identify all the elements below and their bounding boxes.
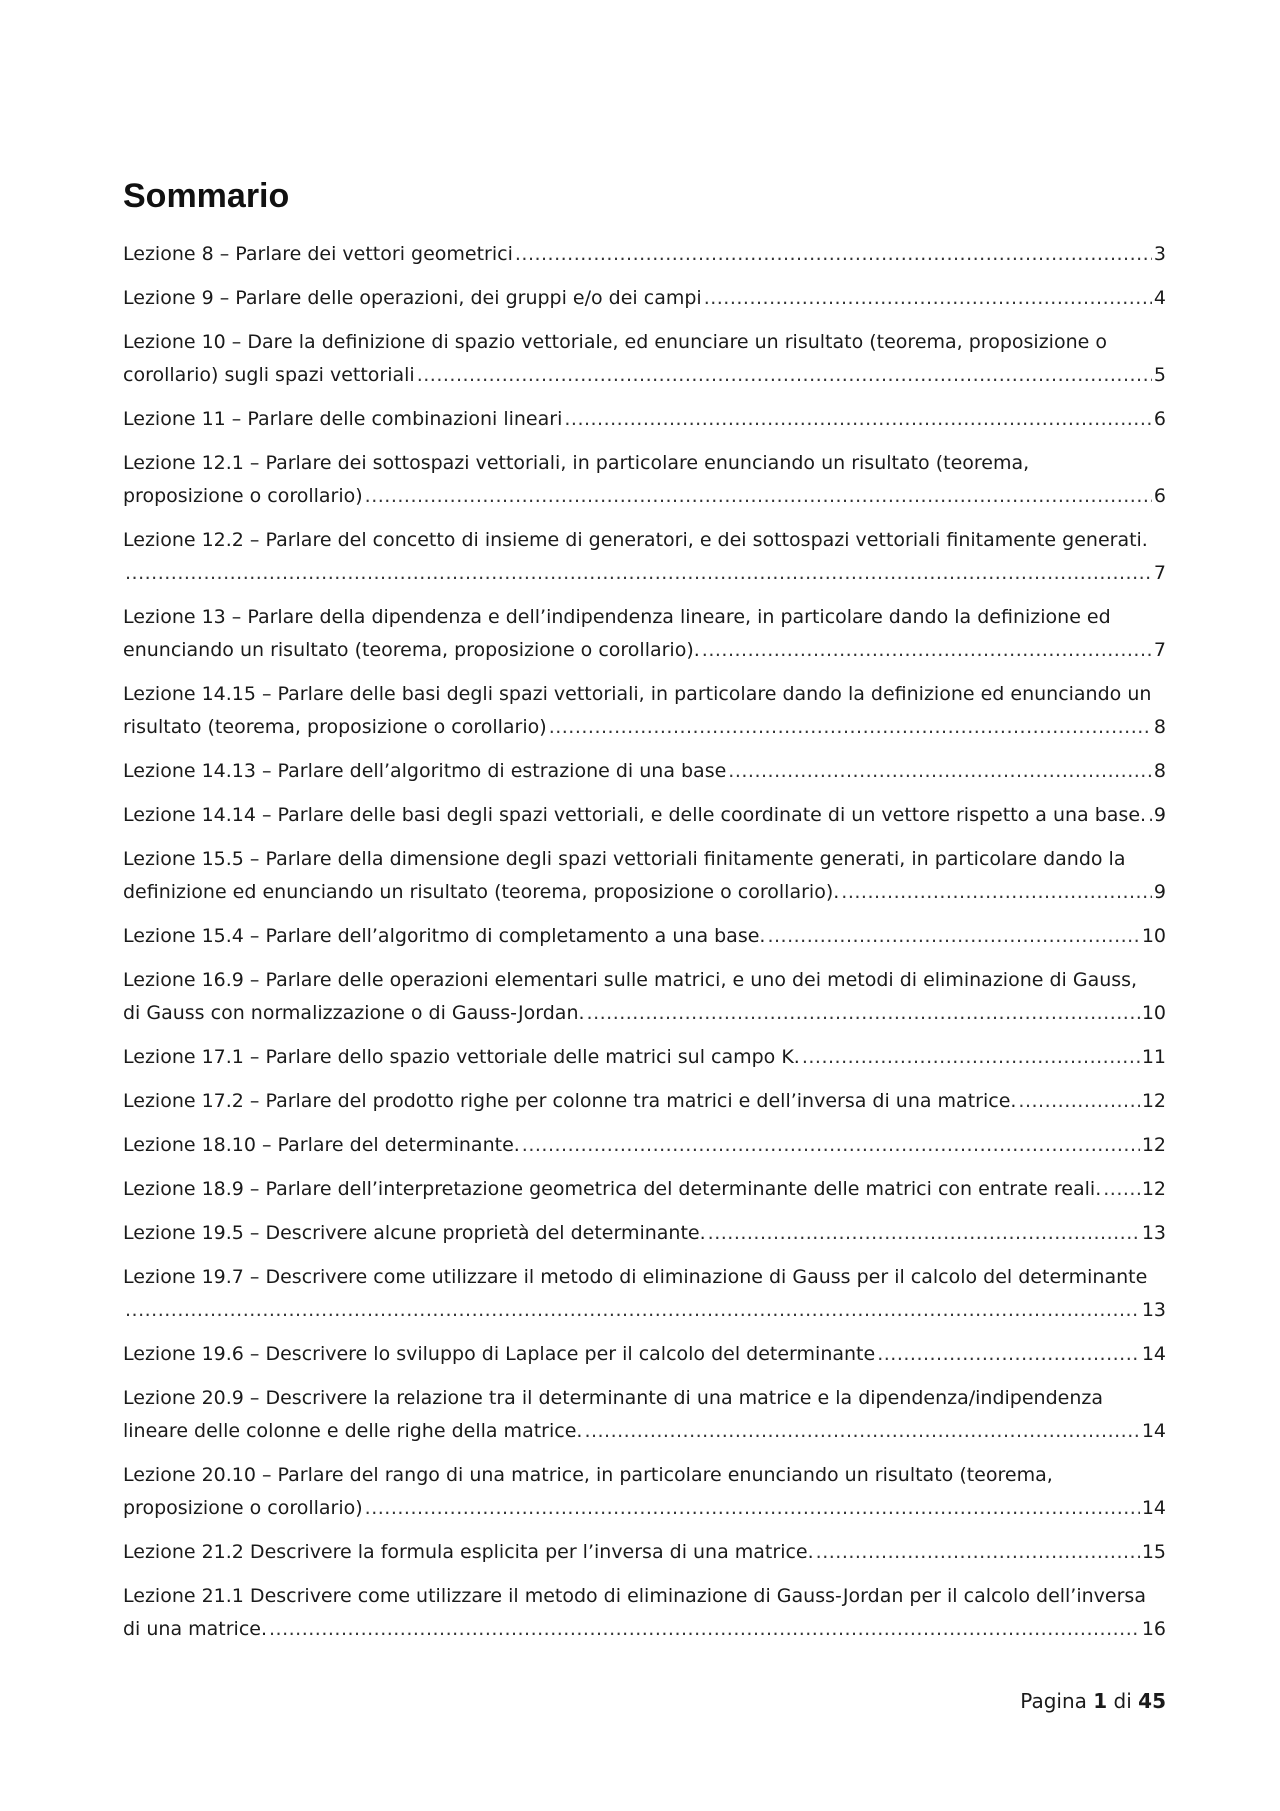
toc-entry-last-line — [123, 557, 1166, 590]
toc-entry-text: Lezione 18.10 – Parlare del determinante. — [123, 1134, 520, 1156]
toc-entry-text: Lezione 19.7 – Descrivere come utilizzare il metodo di eliminazione di Gauss per il calcolo del determinante — [123, 1266, 1148, 1288]
toc-page-number: 13 — [1141, 1299, 1166, 1321]
toc-entry[interactable] — [123, 1338, 1166, 1371]
dot-leader — [1103, 1173, 1140, 1206]
toc-entry-last-line — [123, 634, 1166, 667]
dot-leader — [269, 1613, 1140, 1646]
toc-page-number: 10 — [1141, 1002, 1166, 1024]
toc-entry-text: Lezione 21.1 Descrivere come utilizzare il metodo di eliminazione di Gauss-Jordan per il calcolo dell’inversa — [123, 1585, 1146, 1607]
toc-entry-text: Lezione 15.4 – Parlare dell’algoritmo di completamento a una base. — [123, 925, 766, 947]
toc-page-number: 10 — [1141, 925, 1166, 947]
toc-entry-text: corollario) sugli spazi vettoriali — [123, 364, 415, 386]
toc-entry[interactable] — [123, 282, 1166, 315]
toc-page-number: 7 — [1153, 562, 1166, 584]
toc-entry-last-line — [123, 1085, 1166, 1118]
toc-entry-text: lineare delle colonne e delle righe della matrice. — [123, 1420, 583, 1442]
toc-entry-last-line — [123, 1173, 1166, 1206]
toc-entry[interactable] — [123, 678, 1166, 744]
footer-separator: di — [1113, 1689, 1132, 1713]
dot-leader — [802, 1041, 1140, 1074]
toc-entry[interactable] — [123, 1580, 1166, 1646]
toc-entry-text: Lezione 15.5 – Parlare della dimensione degli spazi vettoriali finitamente generati, in particolare dando la — [123, 848, 1126, 870]
toc-page-number: 12 — [1141, 1178, 1166, 1200]
toc-entry-text: Lezione 17.2 – Parlare del prodotto righe per colonne tra matrici e dell’inversa di una matrice. — [123, 1090, 1017, 1112]
dot-leader — [125, 1294, 1140, 1327]
dot-leader — [587, 997, 1140, 1030]
toc-page-number: 14 — [1141, 1497, 1166, 1519]
toc-entry-last-line — [123, 920, 1166, 953]
dot-leader — [1148, 799, 1152, 832]
toc-title: Sommario — [123, 177, 290, 215]
toc-entry[interactable] — [123, 755, 1166, 788]
toc-entry-text: Lezione 13 – Parlare della dipendenza e dell’indipendenza lineare, in particolare dando la definizione ed — [123, 606, 1111, 628]
toc-entry[interactable] — [123, 1459, 1166, 1525]
toc-entry-last-line — [123, 1217, 1166, 1250]
toc-page-number: 5 — [1153, 364, 1166, 386]
toc-entry-last-line — [123, 480, 1166, 513]
toc-entry-text: Lezione 20.10 – Parlare del rango di una matrice, in particolare enunciando un risultato (teorema, — [123, 1464, 1053, 1486]
toc-entry[interactable] — [123, 1129, 1166, 1162]
toc-page-number: 12 — [1141, 1090, 1166, 1112]
toc-entry-text: Lezione 21.2 Descrivere la formula esplicita per l’inversa di una matrice. — [123, 1541, 814, 1563]
toc-page-number: 7 — [1153, 639, 1166, 661]
footer-current-page: 1 — [1093, 1689, 1108, 1713]
toc-entry[interactable] — [123, 403, 1166, 436]
toc-page-number: 3 — [1153, 243, 1166, 265]
toc-entry-text: Lezione 9 – Parlare delle operazioni, dei gruppi e/o dei campi — [123, 287, 702, 309]
toc-entry-last-line — [123, 1041, 1166, 1074]
toc-entry-text: Lezione 19.6 – Descrivere lo sviluppo di Laplace per il calcolo del determinante — [123, 1343, 876, 1365]
toc-page-number: 6 — [1153, 408, 1166, 430]
dot-leader — [417, 359, 1152, 392]
toc-entry-last-line — [123, 1294, 1166, 1327]
dot-leader — [841, 876, 1152, 909]
dot-leader — [704, 282, 1152, 315]
footer-label: Pagina — [1020, 1689, 1087, 1713]
toc-entry[interactable] — [123, 1261, 1166, 1327]
toc-entry-last-line — [123, 1338, 1166, 1371]
toc-entry[interactable] — [123, 799, 1166, 832]
toc-entry-text: Lezione 14.13 – Parlare dell’algoritmo di estrazione di una base — [123, 760, 727, 782]
toc-entry-last-line — [123, 1492, 1166, 1525]
dot-leader — [522, 1129, 1140, 1162]
toc-entry-last-line — [123, 238, 1166, 271]
dot-leader — [549, 711, 1152, 744]
toc-entry-last-line — [123, 1415, 1166, 1448]
toc-entry[interactable] — [123, 326, 1166, 392]
toc-page-number: 6 — [1153, 485, 1166, 507]
toc-entry[interactable] — [123, 1382, 1166, 1448]
toc-page-number: 9 — [1153, 881, 1166, 903]
toc-entry-last-line — [123, 1536, 1166, 1569]
toc-page-number: 9 — [1153, 804, 1166, 826]
dot-leader — [584, 1415, 1139, 1448]
dot-leader — [564, 403, 1152, 436]
toc-entry[interactable] — [123, 238, 1166, 271]
page-footer — [1020, 1688, 1166, 1714]
dot-leader — [877, 1338, 1140, 1371]
toc-entry[interactable] — [123, 843, 1166, 909]
dot-leader — [1018, 1085, 1139, 1118]
toc-entry-text: Lezione 10 – Dare la definizione di spazio vettoriale, ed enunciare un risultato (teorema, proposizione o — [123, 331, 1107, 353]
footer-total-pages: 45 — [1138, 1689, 1166, 1713]
toc-page-number: 14 — [1141, 1420, 1166, 1442]
toc-entry-text: Lezione 20.9 – Descrivere la relazione tra il determinante di una matrice e la dipendenza/indipendenza — [123, 1387, 1104, 1409]
toc-entry-text: Lezione 14.15 – Parlare delle basi degli spazi vettoriali, in particolare dando la definizione ed enunciando un — [123, 683, 1152, 705]
toc-entry-last-line — [123, 755, 1166, 788]
toc-entry[interactable] — [123, 964, 1166, 1030]
toc-entry-text: risultato (teorema, proposizione o corollario) — [123, 716, 547, 738]
dot-leader — [365, 480, 1152, 513]
dot-leader — [365, 1492, 1140, 1525]
toc-page-number: 16 — [1141, 1618, 1166, 1640]
toc-entry[interactable] — [123, 920, 1166, 953]
toc-entry[interactable] — [123, 447, 1166, 513]
toc-entry[interactable] — [123, 1217, 1166, 1250]
toc-entry-text: enunciando un risultato (teorema, proposizione o corollario). — [123, 639, 700, 661]
toc-entry-text: Lezione 12.1 – Parlare dei sottospazi vettoriali, in particolare enunciando un risultato (teorema, — [123, 452, 1030, 474]
table-of-contents — [123, 238, 1166, 1657]
toc-entry[interactable] — [123, 524, 1166, 590]
toc-page-number: 15 — [1141, 1541, 1166, 1563]
toc-entry[interactable] — [123, 1041, 1166, 1074]
toc-entry[interactable] — [123, 1173, 1166, 1206]
toc-entry-text: di una matrice. — [123, 1618, 268, 1640]
toc-entry-text: Lezione 14.14 – Parlare delle basi degli spazi vettoriali, e delle coordinate di un vettore rispetto a una base. — [123, 804, 1147, 826]
toc-entry-text: Lezione 11 – Parlare delle combinazioni lineari — [123, 408, 563, 430]
toc-entry[interactable] — [123, 601, 1166, 667]
toc-entry[interactable] — [123, 1536, 1166, 1569]
toc-entry-last-line — [123, 997, 1166, 1030]
toc-entry-text: Lezione 12.2 – Parlare del concetto di insieme di generatori, e dei sottospazi vettoriali finitamente generati. — [123, 529, 1148, 551]
dot-leader — [767, 920, 1139, 953]
toc-entry-last-line — [123, 282, 1166, 315]
dot-leader — [515, 238, 1152, 271]
toc-page-number: 8 — [1153, 716, 1166, 738]
toc-page-number: 12 — [1141, 1134, 1166, 1156]
dot-leader — [816, 1536, 1140, 1569]
toc-page-number: 14 — [1141, 1343, 1166, 1365]
toc-entry-text: Lezione 19.5 – Descrivere alcune proprietà del determinante. — [123, 1222, 706, 1244]
toc-entry-text: proposizione o corollario) — [123, 1497, 363, 1519]
toc-entry-text: definizione ed enunciando un risultato (teorema, proposizione o corollario). — [123, 881, 840, 903]
toc-entry-last-line — [123, 876, 1166, 909]
toc-entry-text: Lezione 18.9 – Parlare dell’interpretazione geometrica del determinante delle matrici con entrate reali. — [123, 1178, 1102, 1200]
toc-entry-text: proposizione o corollario) — [123, 485, 363, 507]
toc-entry-text: di Gauss con normalizzazione o di Gauss-Jordan. — [123, 1002, 585, 1024]
toc-page-number: 8 — [1153, 760, 1166, 782]
toc-entry-last-line — [123, 359, 1166, 392]
toc-page-number: 13 — [1141, 1222, 1166, 1244]
dot-leader — [125, 557, 1152, 590]
toc-page-number: 11 — [1141, 1046, 1166, 1068]
toc-entry-last-line — [123, 799, 1166, 832]
toc-page-number: 4 — [1153, 287, 1166, 309]
toc-entry-last-line — [123, 1613, 1166, 1646]
toc-entry-text: Lezione 17.1 – Parlare dello spazio vettoriale delle matrici sul campo K. — [123, 1046, 800, 1068]
dot-leader — [702, 634, 1152, 667]
toc-entry[interactable] — [123, 1085, 1166, 1118]
toc-entry-last-line — [123, 403, 1166, 436]
toc-entry-last-line — [123, 711, 1166, 744]
dot-leader — [728, 755, 1152, 788]
toc-entry-text: Lezione 8 – Parlare dei vettori geometrici — [123, 243, 513, 265]
toc-entry-text: Lezione 16.9 – Parlare delle operazioni elementari sulle matrici, e uno dei metodi di eliminazione di Gauss, — [123, 969, 1138, 991]
toc-entry-last-line — [123, 1129, 1166, 1162]
dot-leader — [708, 1217, 1140, 1250]
